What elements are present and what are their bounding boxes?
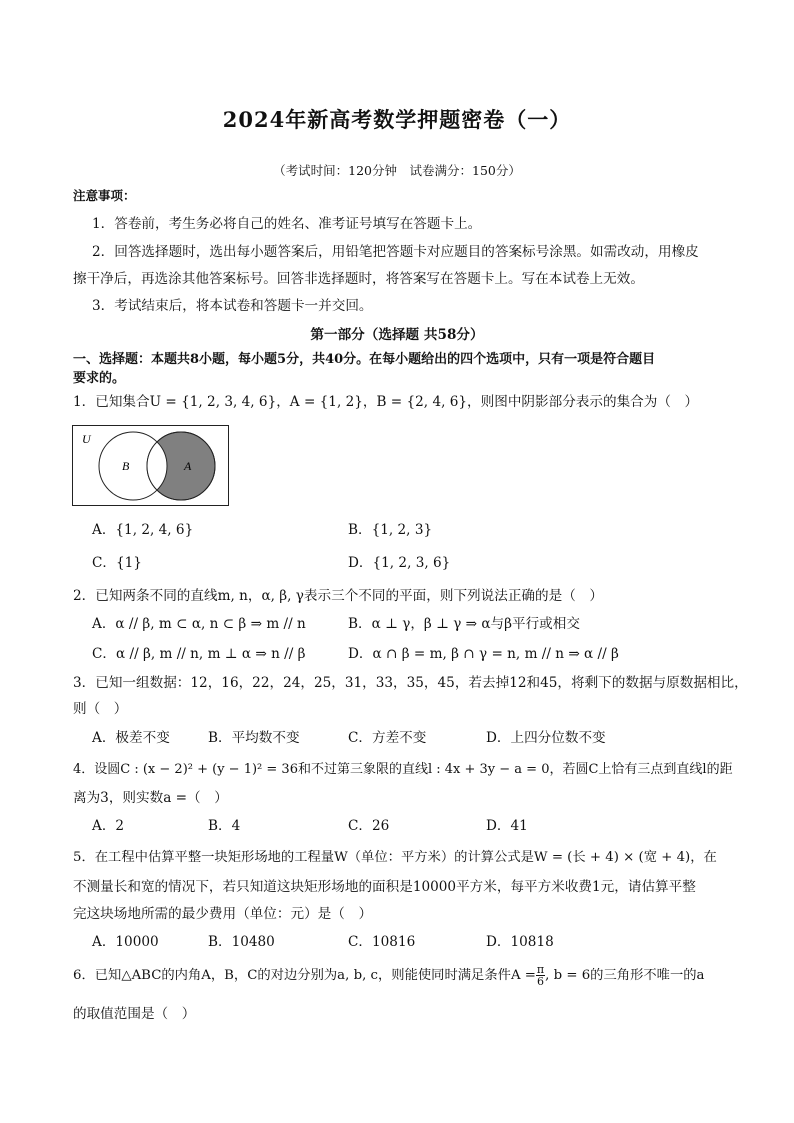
q2-stem: 2．已知两条不同的直线m, n，α, β, γ表示三个不同的平面，则下列说法正确的是（ ） [73,588,603,604]
notice-item-2-cont: 擦干净后，再选涂其他答案标号。回答非选择题时，将答案写在答题卡上。写在本试卷上无效。 [73,271,644,287]
q4-stem: 4．设圆C : (x − 2)² + (y − 1)² = 36和不过第三象限的直线l : 4x + 3y − a = 0，若圆C上恰有三点到直线l的距 [73,762,733,777]
q1-option-a: A．{1, 2, 4, 6} [92,522,194,538]
exam-title: 2024年新高考数学押题密卷（一） [222,107,572,132]
q4-option-d: D．41 [486,818,528,834]
notice-item-3: 3．考试结束后，将本试卷和答题卡一并交回。 [92,298,373,314]
q5-option-a: A．10000 [92,934,159,950]
q5-option-b: B．10480 [208,934,275,950]
venn-diagram [72,425,229,506]
q1-option-c: C．{1} [92,555,142,571]
q3-option-d: D．上四分位数不变 [486,730,606,746]
q5-option-c: C．10816 [348,934,416,950]
q6-stem-part1: 6．已知△ABC的内角A，B，C的对边分别为a, b, c，则能使同时满足条件A = [73,968,536,983]
q6-stem-cont: 的取值范围是（ ） [73,1006,196,1022]
q6-fraction [536,964,545,987]
q3-option-c: C．方差不变 [348,730,427,746]
q5-stem-cont-1: 不测量长和宽的情况下，若只知道这块矩形场地的面积是10000平方米，每平方米收费1元，请估算平整 [73,879,696,895]
q6-stem-part2: , b = 6的三角形不唯一的a [545,968,705,983]
q5-stem-cont-2: 完这块场地所需的最少费用（单位：元）是（ ） [73,906,373,922]
q1-stem: 1．已知集合U = {1, 2, 3, 4, 6}，A = {1, 2}，B = {2, 4, 6}，则图中阴影部分表示的集合为（ ） [73,394,699,410]
q2-option-a: A．α // β, m ⊂ α, n ⊂ β ⇒ m // n [92,616,306,632]
q3-stem: 3．已知一组数据：12，16，22，24，25，31，33，35，45，若去掉12和45，将剩下的数据与原数据相比， [73,675,748,691]
q6-fraction-denominator: 6 [537,975,545,988]
q2-option-c: C．α // β, m // n, m ⊥ α ⇒ n // β [92,646,306,662]
q1-option-d: D．{1, 2, 3, 6} [348,555,451,571]
notice-item-2: 2．回答选择题时，选出每小题答案后，用铅笔把答题卡对应题目的答案标号涂黑。如需改动，用橡皮 [92,244,699,260]
q3-stem-cont: 则（ ） [73,701,128,717]
q4-option-a: A．2 [92,818,125,834]
q3-option-a: A．极差不变 [92,730,170,746]
q4-option-b: B．4 [208,818,241,834]
venn-label-universe: U [82,432,91,446]
q4-option-c: C．26 [348,818,390,834]
part1-heading: 第一部分（选择题 共58分） [310,327,484,343]
q6-fraction-numerator: π [536,963,545,976]
q6-stem [73,964,704,987]
q5-stem: 5．在工程中估算平整一块矩形场地的工程量W（单位：平方米）的计算公式是W = (长 + 4) × (宽 + 4)，在 [73,850,717,865]
part1-instructions-cont: 要求的。 [73,371,126,386]
q5-option-d: D．10818 [486,934,554,950]
q1-option-b: B．{1, 2, 3} [348,522,433,538]
exam-subtitle: （考试时间：120分钟 试卷满分：150分） [273,163,521,178]
q2-option-b: B．α ⊥ γ，β ⊥ γ ⇒ α与β平行或相交 [348,616,580,632]
q4-stem-cont: 离为3，则实数a =（ ） [73,790,228,806]
venn-label-b: B [122,459,130,473]
venn-label-a: A [184,459,192,473]
q2-option-d: D．α ∩ β = m, β ∩ γ = n, m // n ⇒ α // β [348,646,619,662]
notice-heading: 注意事项： [73,188,136,203]
notice-item-1: 1．答卷前，考生务必将自己的姓名、准考证号填写在答题卡上。 [92,216,482,232]
part1-instructions: 一、选择题：本题共8小题，每小题5分，共40分。在每小题给出的四个选项中，只有一项是符合题目 [73,352,656,367]
q3-option-b: B．平均数不变 [208,730,300,746]
